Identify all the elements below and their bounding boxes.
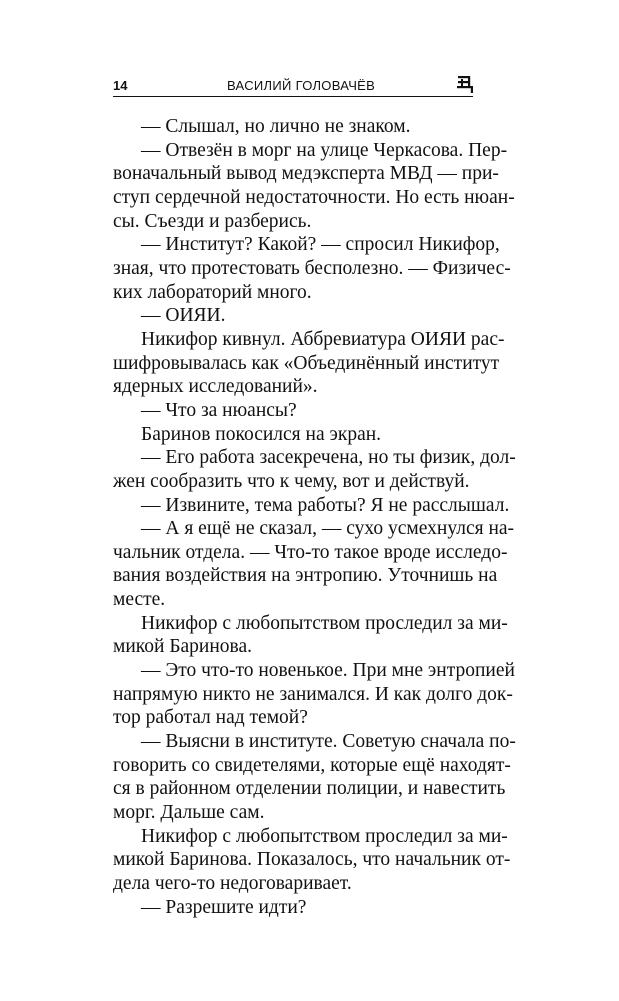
paragraph: — Выясни в институте. Советую сначала по- говорить со свидетелями, которые ещё находят- ся в районном отделении полиции, и навестить морг. Дальше сам.: [113, 731, 516, 824]
paragraph: — Его работа засекречена, но ты физик, дол- жен сообразить что к чему, вот и действуй.: [113, 447, 516, 492]
paragraph: — Что за нюансы?: [141, 399, 297, 421]
paragraph: Никифор с любопытством проследил за ми- микой Баринова. Показалось, что начальник от- дела чего-то недоговаривает.: [113, 825, 511, 894]
paragraph: — Слышал, но лично не знаком.: [141, 116, 411, 137]
paragraph: Баринов покосился на экран.: [141, 423, 382, 445]
paragraph: — Разрешите идти?: [141, 896, 307, 918]
paragraph: — Отвезён в морг на улице Черкасова. Пер- воначальный вывод медэксперта МВД — при- ступ сердечной недостаточности. Но есть нюан- сы. Съезди и разберись.: [113, 139, 515, 232]
page-number: 14: [113, 78, 128, 93]
header-rule: [113, 96, 473, 97]
text-body: [113, 115, 530, 919]
publisher-logo-icon: [457, 76, 473, 94]
paragraph: — ОИЯИ.: [141, 305, 226, 327]
page-header: [113, 76, 473, 98]
paragraph: Никифор с любопытством проследил за ми- микой Баринова.: [113, 612, 508, 658]
paragraph: — А я ещё не сказал, — сухо усмехнулся на- чальник отдела. — Что-то такое вроде исследо- вания воздействия на энтропию. Уточнишь на месте.: [113, 518, 515, 611]
paragraph: — Извините, тема работы? Я не расслышал.: [141, 494, 510, 516]
paragraph: — Институт? Какой? — спросил Никифор, зная, что протестовать бесполезно. — Физичес- ких лабораторий много.: [113, 234, 511, 303]
paragraph: Никифор кивнул. Аббревиатура ОИЯИ рас- шифровывалась как «Объединённый институт ядерных исследований».: [113, 328, 505, 398]
paragraph: — Это что-то новенькое. При мне энтропией напрямую никто не занимался. И как долго док- тор работал над темой?: [113, 660, 515, 729]
running-title: ВАСИЛИЙ ГОЛОВАЧЁВ: [227, 78, 376, 93]
